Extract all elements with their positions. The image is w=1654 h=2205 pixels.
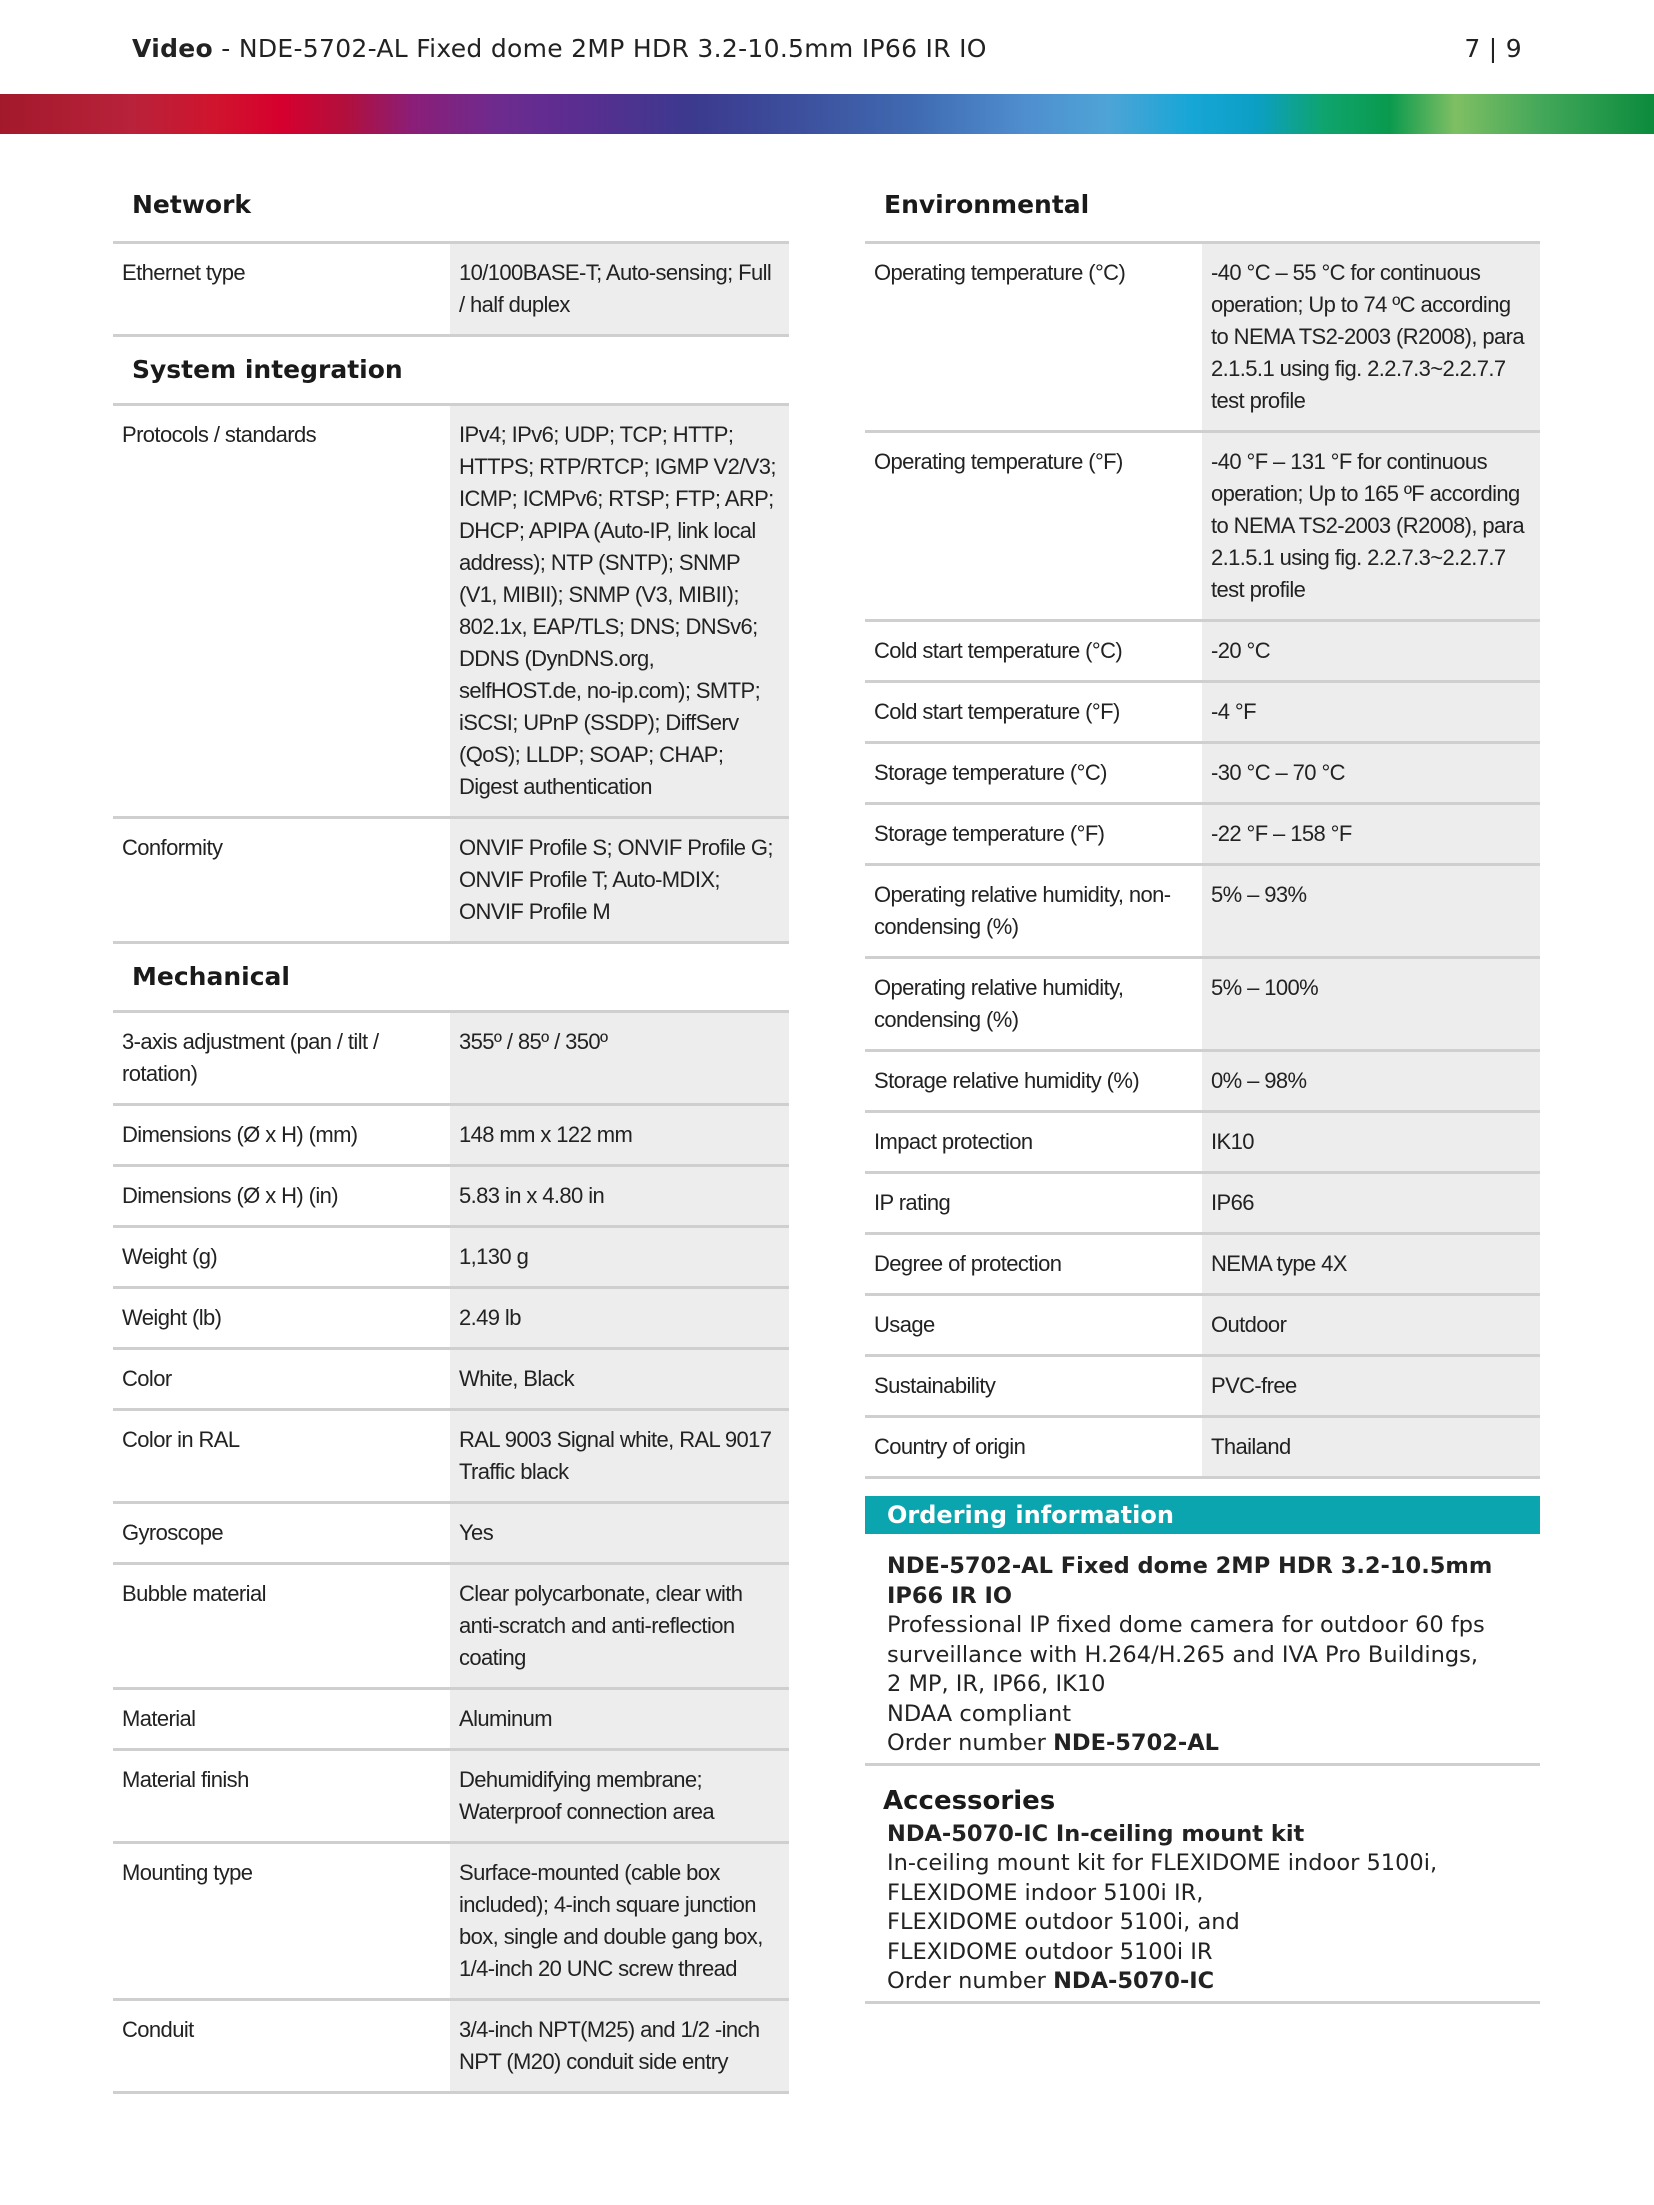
spec-label: Operating relative humidity, condensing (%) — [865, 958, 1202, 1051]
spec-value: -40 °F – 131 °F for continuous operation; Up to 165 ºF according to NEMA TS2-2003 (R2008), para 2.1.5.1 using fig. 2.2.7.3~2.2.7.7 test profile — [1202, 432, 1540, 621]
spec-row — [865, 1051, 1540, 1112]
spec-label: Bubble material — [113, 1564, 450, 1689]
section-title-network: Network — [132, 190, 252, 219]
spec-row — [113, 1503, 789, 1564]
ordering-item — [865, 1534, 1540, 1766]
environmental-table — [865, 241, 1540, 1479]
spec-row — [113, 1227, 789, 1288]
spec-row — [113, 1105, 789, 1166]
spec-label: Ethernet type — [113, 243, 450, 336]
order-number-label: Order number — [887, 1730, 1054, 1756]
spec-value: Dehumidifying membrane; Waterproof connection area — [450, 1750, 789, 1843]
accessory-product-name: NDA-5070-IC In-ceiling mount kit — [887, 1820, 1305, 1847]
spec-value: IP66 — [1202, 1173, 1540, 1234]
spec-row — [865, 621, 1540, 682]
spec-label: Gyroscope — [113, 1503, 450, 1564]
spec-value: 5.83 in x 4.80 in — [450, 1166, 789, 1227]
spec-row — [865, 958, 1540, 1051]
spec-row — [865, 682, 1540, 743]
spec-row — [865, 1173, 1540, 1234]
spec-row — [113, 1689, 789, 1750]
spec-value: 1,130 g — [450, 1227, 789, 1288]
spec-row — [865, 743, 1540, 804]
description-line: Professional IP fixed dome camera for outdoor 60 fps — [887, 1612, 1485, 1638]
spec-row — [113, 1843, 789, 2000]
spec-label: Protocols / standards — [113, 405, 450, 818]
system-integration-table — [113, 403, 789, 944]
spec-value: Outdoor — [1202, 1295, 1540, 1356]
spec-label: Material — [113, 1689, 450, 1750]
spec-value: ONVIF Profile S; ONVIF Profile G; ONVIF Profile T; Auto-MDIX; ONVIF Profile M — [450, 818, 789, 943]
spec-row — [113, 1166, 789, 1227]
spec-label: Mounting type — [113, 1843, 450, 2000]
network-table — [113, 241, 789, 337]
spec-label: Weight (g) — [113, 1227, 450, 1288]
spec-row — [113, 1750, 789, 1843]
description-line: FLEXIDOME outdoor 5100i, and — [887, 1909, 1240, 1935]
description-line: NDAA compliant — [887, 1700, 1072, 1727]
spec-label: Operating temperature (°C) — [865, 243, 1202, 432]
description-line: FLEXIDOME outdoor 5100i IR — [887, 1938, 1213, 1965]
mechanical-table — [113, 1010, 789, 2094]
spec-row — [113, 1410, 789, 1503]
spec-label: Degree of protection — [865, 1234, 1202, 1295]
spec-value: NEMA type 4X — [1202, 1234, 1540, 1295]
section-title-system-integration: System integration — [132, 355, 403, 384]
spec-value: -40 °C – 55 °C for continuous operation; Up to 74 ºC according to NEMA TS2-2003 (R2008), para 2.1.5.1 using fig. 2.2.7.3~2.2.7.7 test profile — [1202, 243, 1540, 432]
spec-row — [865, 865, 1540, 958]
section-title-environmental: Environmental — [884, 190, 1090, 219]
spec-label: Operating temperature (°F) — [865, 432, 1202, 621]
spec-value: RAL 9003 Signal white, RAL 9017 Traffic black — [450, 1410, 789, 1503]
spec-value: 355º / 85º / 350º — [450, 1012, 789, 1105]
spec-value: 148 mm x 122 mm — [450, 1105, 789, 1166]
spec-label: Color — [113, 1349, 450, 1410]
spec-row — [113, 1012, 789, 1105]
spec-label: Storage temperature (°C) — [865, 743, 1202, 804]
section-title-mechanical: Mechanical — [132, 962, 290, 991]
spec-label: Impact protection — [865, 1112, 1202, 1173]
spec-label: Storage relative humidity (%) — [865, 1051, 1202, 1112]
spec-row — [113, 2000, 789, 2093]
header-separator: - — [213, 34, 239, 63]
description-line: 2 MP, IR, IP66, IK10 — [887, 1671, 1106, 1697]
spec-label: Conformity — [113, 818, 450, 943]
accessory-order-value: NDA-5070-IC — [1053, 1968, 1215, 1994]
page-header — [132, 34, 1522, 74]
spec-value: Surface-mounted (cable box included); 4-inch square junction box, single and double gang box, 1/4-inch 20 UNC screw thread — [450, 1843, 789, 2000]
spec-value: 10/100BASE-T; Auto-sensing; Full / half duplex — [450, 243, 789, 336]
spec-row — [113, 1564, 789, 1689]
spec-value: -4 °F — [1202, 682, 1540, 743]
spec-value: White, Black — [450, 1349, 789, 1410]
spec-label: Cold start temperature (°C) — [865, 621, 1202, 682]
spec-row — [865, 1417, 1540, 1478]
spec-label: Dimensions (Ø x H) (mm) — [113, 1105, 450, 1166]
spec-row — [113, 1288, 789, 1349]
spec-row — [113, 818, 789, 943]
spec-label: 3-axis adjustment (pan / tilt / rotation) — [113, 1012, 450, 1105]
spec-value: 5% – 100% — [1202, 958, 1540, 1051]
accessory-order-label: Order number — [887, 1968, 1054, 1994]
spec-row — [865, 432, 1540, 621]
ordering-product-name: NDE-5702-AL Fixed dome 2MP HDR 3.2-10.5mm IP66 IR IO — [887, 1553, 1493, 1609]
description-line: surveillance with H.264/H.265 and IVA Pro Buildings, — [887, 1641, 1479, 1668]
spec-value: 2.49 lb — [450, 1288, 789, 1349]
spec-value: IK10 — [1202, 1112, 1540, 1173]
color-band — [0, 94, 1654, 134]
description-line: FLEXIDOME indoor 5100i IR, — [887, 1879, 1204, 1906]
accessory-description — [887, 1849, 1540, 1967]
spec-label: Operating relative humidity, non-condensing (%) — [865, 865, 1202, 958]
spec-row — [865, 804, 1540, 865]
spec-row — [865, 243, 1540, 432]
spec-row — [113, 243, 789, 336]
spec-label: Conduit — [113, 2000, 450, 2093]
ordering-order-number — [887, 1729, 1540, 1759]
spec-label: IP rating — [865, 1173, 1202, 1234]
order-number-value: NDE-5702-AL — [1053, 1730, 1219, 1756]
accessory-item — [865, 1820, 1540, 2004]
spec-row — [865, 1234, 1540, 1295]
header-product-title: NDE-5702-AL Fixed dome 2MP HDR 3.2-10.5mm IP66 IR IO — [238, 34, 987, 63]
spec-label: Weight (lb) — [113, 1288, 450, 1349]
spec-label: Dimensions (Ø x H) (in) — [113, 1166, 450, 1227]
spec-label: Color in RAL — [113, 1410, 450, 1503]
spec-row — [865, 1112, 1540, 1173]
spec-value: -30 °C – 70 °C — [1202, 743, 1540, 804]
spec-value: 0% – 98% — [1202, 1051, 1540, 1112]
accessory-order-number — [887, 1967, 1540, 1997]
spec-value: Clear polycarbonate, clear with anti-scratch and anti-reflection coating — [450, 1564, 789, 1689]
spec-row — [865, 1295, 1540, 1356]
page-number: 7 | 9 — [1464, 34, 1522, 63]
spec-label: Material finish — [113, 1750, 450, 1843]
spec-value: PVC-free — [1202, 1356, 1540, 1417]
spec-label: Cold start temperature (°F) — [865, 682, 1202, 743]
spec-row — [865, 1356, 1540, 1417]
left-column — [113, 186, 789, 2094]
spec-row — [113, 1349, 789, 1410]
spec-value: -20 °C — [1202, 621, 1540, 682]
spec-value: Thailand — [1202, 1417, 1540, 1478]
accessories-title: Accessories — [883, 1785, 1056, 1816]
spec-label: Sustainability — [865, 1356, 1202, 1417]
spec-value: -22 °F – 158 °F — [1202, 804, 1540, 865]
ordering-description — [887, 1611, 1540, 1729]
spec-label: Country of origin — [865, 1417, 1202, 1478]
right-column — [865, 186, 1540, 2004]
description-line: In-ceiling mount kit for FLEXIDOME indoor 5100i, — [887, 1850, 1438, 1876]
spec-value: 5% – 93% — [1202, 865, 1540, 958]
spec-label: Usage — [865, 1295, 1202, 1356]
spec-label: Storage temperature (°F) — [865, 804, 1202, 865]
spec-row — [113, 405, 789, 818]
ordering-information-title: Ordering information — [865, 1496, 1540, 1534]
header-category: Video — [132, 34, 214, 63]
spec-value: Aluminum — [450, 1689, 789, 1750]
spec-value: Yes — [450, 1503, 789, 1564]
spec-value: 3/4-inch NPT(M25) and 1/2 -inch NPT (M20) conduit side entry — [450, 2000, 789, 2093]
spec-value: IPv4; IPv6; UDP; TCP; HTTP; HTTPS; RTP/RTCP; IGMP V2/V3; ICMP; ICMPv6; RTSP; FTP; ARP; DHCP; APIPA (Auto-IP, link local address); NTP (SNTP); SNMP (V1, MIBII); SNMP (V3, MIBII); 802.1x, EAP/TLS; DNS; DNSv6; DDNS (DynDNS.org, selfHOST.de, no-ip.com); SMTP; iSCSI; UPnP (SSDP); DiffServ (QoS); LLDP; SOAP; CHAP; Digest authentication — [450, 405, 789, 818]
